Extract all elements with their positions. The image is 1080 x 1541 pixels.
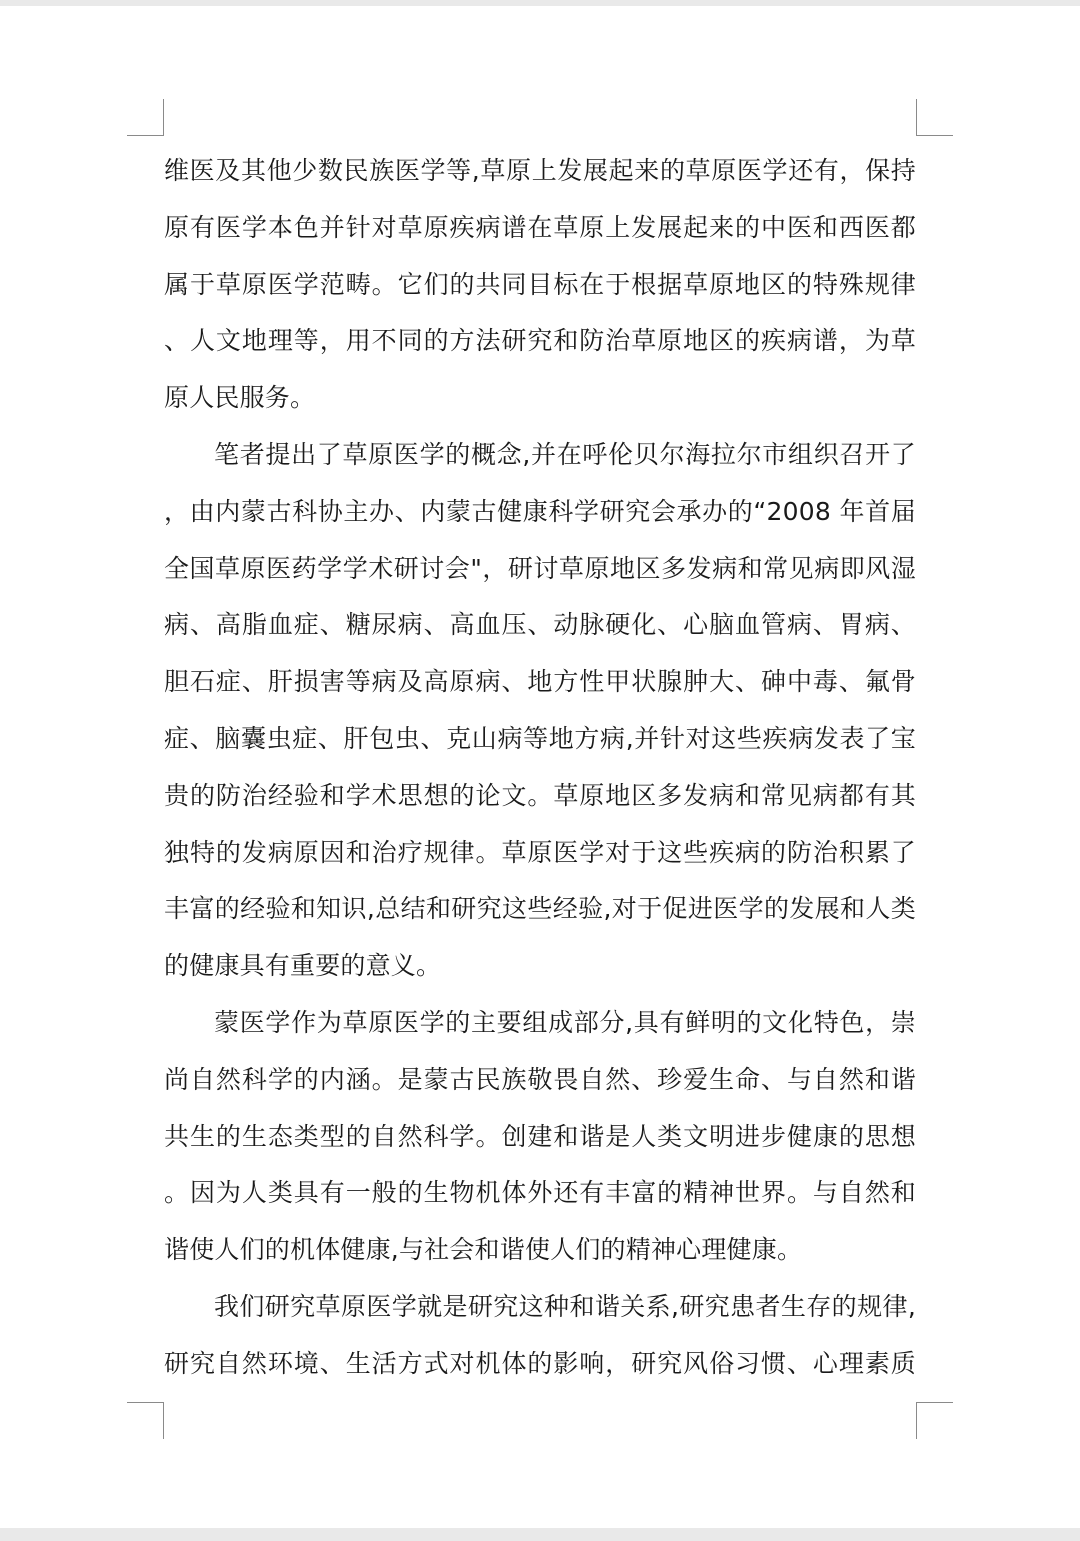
text-line: 谐使人们的机体健康,与社会和谐使人们的精神心理健康。 bbox=[164, 1235, 803, 1265]
text-line: 维医及其他少数民族医学等,草原上发展起来的草原医学还有，保持 bbox=[164, 156, 916, 185]
text-line: 原有医学本色并针对草原疾病谱在草原上发展起来的中医和西医都 bbox=[164, 212, 916, 242]
text-line: 原人民服务。 bbox=[164, 383, 316, 413]
text-line: 、人文地理等，用不同的方法研究和防治草原地区的疾病谱，为草 bbox=[164, 326, 916, 356]
text-line: 蒙医学作为草原医学的主要组成部分,具有鲜明的文化特色，崇 bbox=[214, 1007, 916, 1037]
top-left-margin-mark bbox=[127, 99, 164, 136]
text-line: 症、脑囊虫症、肝包虫、克山病等地方病,并针对这些疾病发表了宝 bbox=[164, 723, 916, 753]
body-text bbox=[164, 143, 916, 1393]
text-line: ，由内蒙古科协主办、内蒙古健康科学研究会承办的“2008 年首届 bbox=[164, 496, 916, 526]
text-line: 属于草原医学范畴。它们的共同目标在于根据草原地区的特殊规律 bbox=[164, 269, 916, 299]
top-right-margin-mark bbox=[916, 99, 953, 136]
text-line: 胆石症、肝损害等病及高原病、地方性甲状腺肿大、砷中毒、氟骨 bbox=[164, 667, 916, 697]
text-line: 共生的生态类型的自然科学。创建和谐是人类文明进步健康的思想 bbox=[164, 1121, 916, 1151]
text-line: 病、高脂血症、糖尿病、高血压、动脉硬化、心脑血管病、胃病、 bbox=[164, 610, 916, 640]
text-line: 我们研究草原医学就是研究这种和谐关系,研究患者生存的规律, bbox=[214, 1291, 916, 1321]
text-line: 的健康具有重要的意义。 bbox=[164, 951, 442, 981]
bottom-left-margin-mark bbox=[127, 1402, 164, 1439]
text-line: 贵的防治经验和学术思想的论文。草原地区多发病和常见病都有其 bbox=[164, 780, 916, 810]
bottom-right-margin-mark bbox=[916, 1402, 953, 1439]
text-line: 。因为人类具有一般的生物机体外还有丰富的精神世界。与自然和 bbox=[164, 1178, 916, 1208]
text-line: 全国草原医药学学术研讨会"，研讨草原地区多发病和常见病即风湿 bbox=[164, 553, 916, 583]
text-line: 尚自然科学的内涵。是蒙古民族敬畏自然、珍爱生命、与自然和谐 bbox=[164, 1064, 916, 1094]
text-line: 独特的发病原因和治疗规律。草原医学对于这些疾病的防治积累了 bbox=[164, 837, 916, 867]
text-line: 研究自然环境、生活方式对机体的影响，研究风俗习惯、心理素质 bbox=[164, 1348, 916, 1378]
text-line: 丰富的经验和知识,总结和研究这些经验,对于促进医学的发展和人类 bbox=[164, 894, 916, 924]
text-line: 笔者提出了草原医学的概念,并在呼伦贝尔海拉尔市组织召开了 bbox=[214, 439, 916, 469]
document-page bbox=[0, 6, 1080, 1528]
